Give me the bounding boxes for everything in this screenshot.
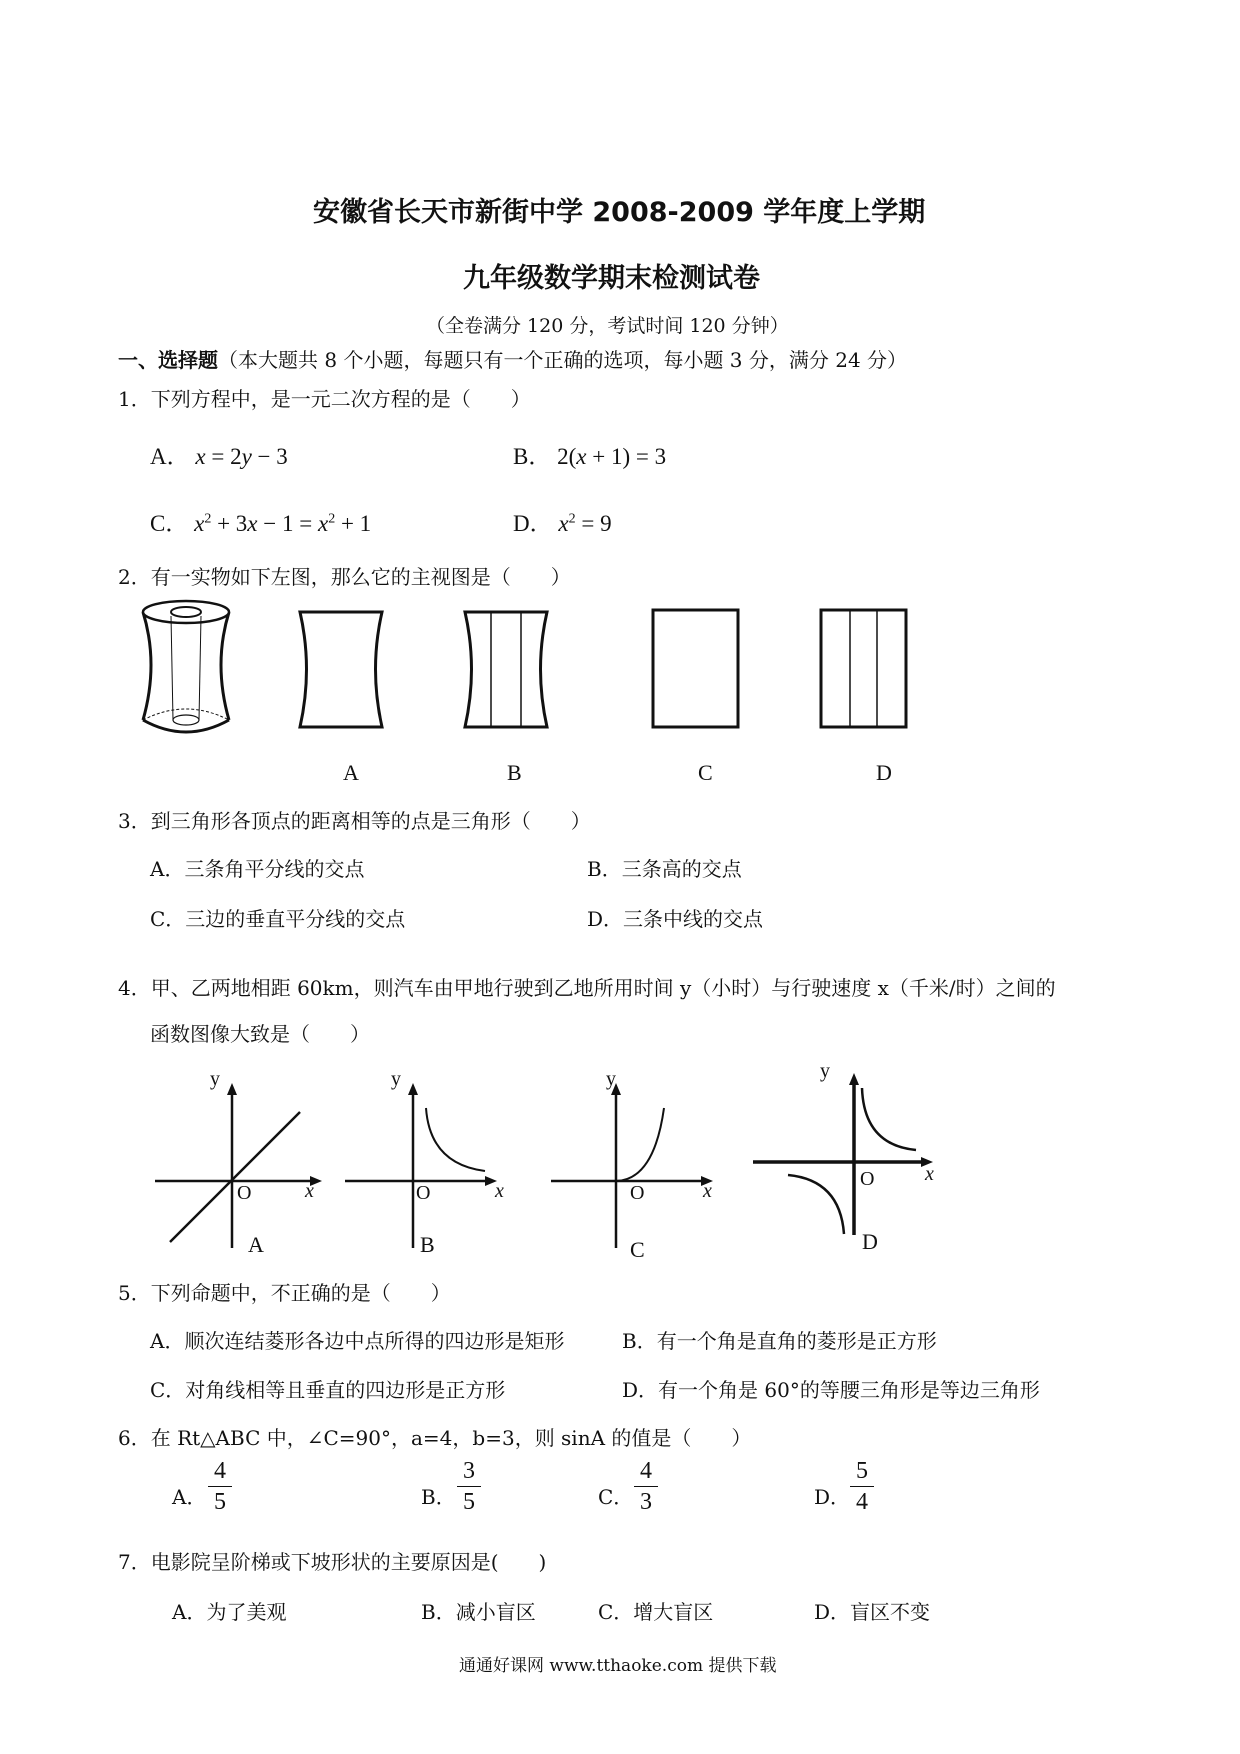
q4-graph-c bbox=[546, 1080, 726, 1250]
q2-option-b-figure bbox=[460, 607, 560, 737]
q4-graph-d-label: D bbox=[862, 1229, 878, 1254]
q2-solid-object-figure bbox=[135, 598, 245, 738]
q4-graph-d-y-label: y bbox=[820, 1060, 830, 1082]
question-5-stem: 5．下列命题中，不正确的是（ ） bbox=[118, 1281, 451, 1305]
page-title: 安徽省长天市新街中学 2008-2009 学年度上学期 bbox=[313, 197, 926, 228]
question-4-stem-line2: 函数图像大致是（ ） bbox=[150, 1022, 370, 1046]
q3-option-a: A．三条角平分线的交点 bbox=[150, 857, 365, 881]
q4-graph-a bbox=[150, 1080, 330, 1250]
q1-option-c: C． $x^2 + 3x - 1 = x^2 + 1$ bbox=[150, 511, 372, 536]
question-2-stem: 2．有一实物如下左图，那么它的主视图是（ ） bbox=[118, 565, 571, 589]
q5-option-d: D．有一个角是 60°的等腰三角形是等边三角形 bbox=[622, 1378, 1040, 1402]
q6-option-d-denominator: 4 bbox=[856, 1489, 868, 1515]
section-instruction: （本大题共 8 个小题，每题只有一个正确的选项，每小题 3 分，满分 24 分） bbox=[218, 348, 908, 372]
q5-option-c: C．对角线相等且垂直的四边形是正方形 bbox=[150, 1378, 506, 1402]
q6-option-b-fraction bbox=[457, 1458, 481, 1515]
q4-graph-c-x-label: x bbox=[703, 1180, 712, 1202]
q4-graph-d bbox=[748, 1070, 948, 1240]
q6-option-b-denominator: 5 bbox=[463, 1489, 475, 1515]
q2-label-c: C bbox=[698, 760, 713, 785]
q3-option-c: C．三边的垂直平分线的交点 bbox=[150, 907, 406, 931]
q3-option-b: B．三条高的交点 bbox=[587, 857, 742, 881]
q3-option-d: D．三条中线的交点 bbox=[587, 907, 764, 931]
question-1-stem: 1．下列方程中，是一元二次方程的是（ ） bbox=[118, 387, 531, 411]
q5-option-b: B．有一个角是直角的菱形是正方形 bbox=[622, 1329, 937, 1353]
q4-graph-b-origin: O bbox=[416, 1182, 431, 1204]
q2-option-d-figure bbox=[818, 607, 918, 737]
exam-info: （全卷满分 120 分，考试时间 120 分钟） bbox=[426, 315, 789, 337]
q2-option-a-figure bbox=[295, 607, 395, 737]
page-footer: 通通好课网 www.tthaoke.com 提供下载 bbox=[459, 1656, 777, 1676]
q4-graph-a-origin: O bbox=[237, 1182, 252, 1204]
q2-label-b: B bbox=[507, 760, 522, 785]
q4-graph-c-origin: O bbox=[630, 1182, 645, 1204]
q6-option-c-denominator: 3 bbox=[640, 1489, 652, 1515]
q4-graph-a-y-label: y bbox=[210, 1068, 220, 1090]
q4-graph-d-origin: O bbox=[860, 1168, 875, 1190]
q2-label-a: A bbox=[343, 760, 359, 785]
q7-option-c: C．增大盲区 bbox=[598, 1600, 714, 1624]
q6-option-c-label: C． bbox=[598, 1485, 634, 1509]
q4-graph-a-x-label: x bbox=[305, 1180, 314, 1202]
section-heading bbox=[118, 344, 907, 373]
q4-graph-b-label: B bbox=[420, 1232, 435, 1257]
q4-graph-d-x-label: x bbox=[925, 1163, 934, 1185]
question-4-stem-line1: 4．甲、乙两地相距 60km，则汽车由甲地行驶到乙地所用时间 y（小时）与行驶速度 x（千米/时）之间的 bbox=[118, 976, 1056, 1000]
page-subtitle-title: 九年级数学期末检测试卷 bbox=[463, 263, 760, 294]
q6-option-c-fraction bbox=[634, 1458, 658, 1515]
q1-option-b: B． 2(x + 1) = 3 bbox=[513, 444, 667, 469]
q7-option-b: B．减小盲区 bbox=[421, 1600, 536, 1624]
question-3-stem: 3．到三角形各顶点的距离相等的点是三角形（ ） bbox=[118, 809, 591, 833]
q6-option-a-numerator: 4 bbox=[214, 1458, 226, 1484]
q6-option-a-label: A． bbox=[172, 1485, 207, 1509]
q5-option-a: A．顺次连结菱形各边中点所得的四边形是矩形 bbox=[150, 1329, 565, 1353]
q1-option-d: D． $x^2 = 9$ bbox=[513, 511, 612, 536]
q6-option-a-denominator: 5 bbox=[214, 1489, 226, 1515]
section-heading-label: 一、选择题 bbox=[118, 348, 218, 372]
q6-option-d-numerator: 5 bbox=[856, 1458, 868, 1484]
question-7-stem: 7．电影院呈阶梯或下坡形状的主要原因是( ) bbox=[118, 1550, 547, 1574]
q6-option-d-fraction bbox=[850, 1458, 874, 1515]
q4-graph-b-y-label: y bbox=[391, 1068, 401, 1090]
q6-option-c-numerator: 4 bbox=[640, 1458, 652, 1484]
q2-label-d: D bbox=[876, 760, 892, 785]
q4-graph-b bbox=[340, 1080, 520, 1250]
q4-graph-b-x-label: x bbox=[495, 1180, 504, 1202]
q7-option-d: D．盲区不变 bbox=[814, 1600, 931, 1624]
q6-option-a-fraction bbox=[208, 1458, 232, 1515]
q6-option-b-numerator: 3 bbox=[463, 1458, 475, 1484]
q1-option-a: A． x = 2y − 3 bbox=[150, 444, 288, 469]
q6-option-b-label: B． bbox=[421, 1485, 456, 1509]
q4-graph-c-label: C bbox=[630, 1237, 645, 1262]
q7-option-a: A．为了美观 bbox=[172, 1600, 287, 1624]
q2-option-c-figure bbox=[650, 607, 750, 737]
question-6-stem: 6．在 Rt△ABC 中，∠C=90°，a=4，b=3，则 sinA 的值是（ ） bbox=[118, 1426, 752, 1450]
q4-graph-a-label: A bbox=[248, 1232, 264, 1257]
q6-option-d-label: D． bbox=[814, 1485, 851, 1509]
q4-graph-c-y-label: y bbox=[606, 1068, 616, 1090]
